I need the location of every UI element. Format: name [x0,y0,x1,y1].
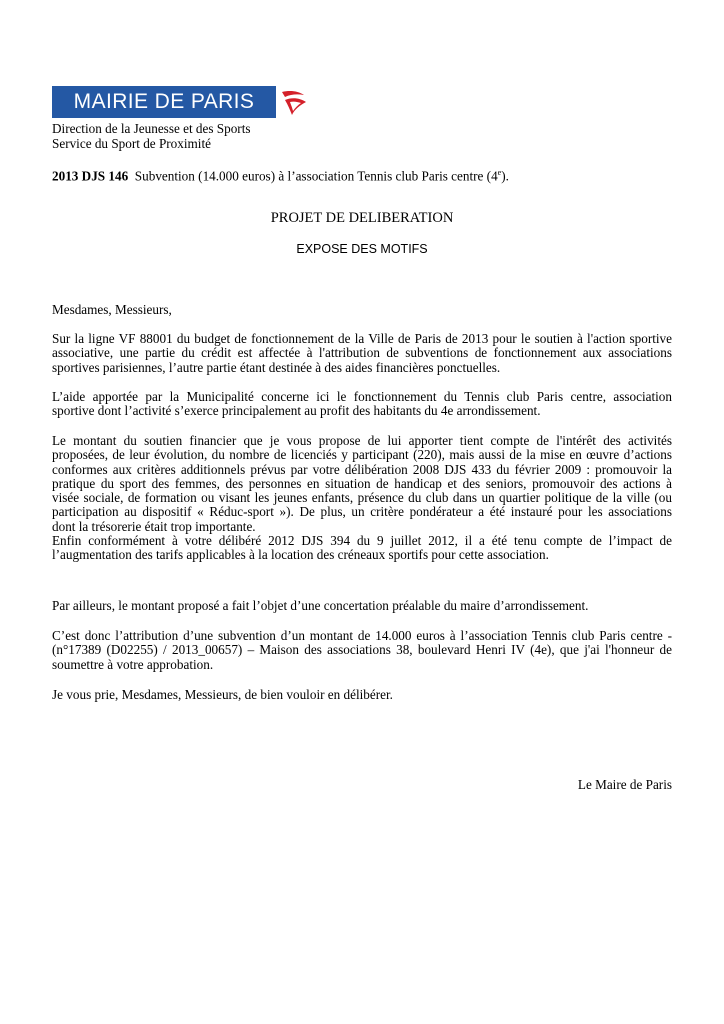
paragraph-line: Par ailleurs, le montant proposé a fait l’objet d’une concertation préalable du maire d’arrondissement. [52,598,589,613]
paragraph-line: pratique du sport des femmes, des personnes en situation de handicap et des seniors, promouvoir des actions à [52,475,672,491]
paragraph-line: associative, une partie du crédit est affectée à l'attribution de subventions de fonctionnement aux associations [52,345,672,361]
paragraph-line: dont la trésorerie était trop importante. [52,518,256,534]
paragraph-line: Le montant du soutien financier que je vous propose de lui apporter tient compte de l'intérêt des activités [52,433,672,448]
paragraph-line: l’augmentation des tarifs applicables à la location des créneaux sportifs pour cette association. [52,547,549,563]
deliberation-subject-end: ). [501,168,509,184]
deliberation-reference [52,166,509,184]
paragraph-3 [52,434,672,563]
paragraph-line: Sur la ligne VF 88001 du budget de fonctionnement de la Ville de Paris de 2013 pour le soutien à l'action sportive [52,331,672,346]
service-line: Service du Sport de Proximité [52,136,211,151]
deliberation-code: 2013 DJS 146 [52,168,129,184]
salutation: Mesdames, Messieurs, [52,302,172,317]
paragraph-line: sportive dont l’activité s’exerce principalement au profit des habitants du 4e arrondissement. [52,403,541,419]
subject-superscript: e [497,168,502,177]
signature: Le Maire de Paris [577,777,672,792]
paragraph-line: C’est donc l’attribution d’une subvention d’un montant de 14.000 euros à l’association Tennis club Paris centre - [52,628,672,643]
logo-text: MAIRIE DE PARIS [73,90,255,113]
mairie-de-paris-logo [52,86,313,118]
paragraph-line: sportives parisiennes, l’autre partie étant destinée à des aides financières ponctuelles. [52,359,501,375]
paragraph-line: soumettre à votre approbation. [52,656,214,672]
paragraph-line: Je vous prie, Mesdames, Messieurs, de bien vouloir en délibérer. [52,687,393,702]
paragraph-line: proposées, de leur évolution, du nombre de licenciés y participant (220), mais aussi de la mise en œuvre d’actions [52,447,672,463]
paragraph-line: visée sociale, de formation ou visant les jeunes enfants, présence du club dans un quartier politique de la ville (ou [52,490,672,506]
paragraph-line: participation au dispositif « Réduc-sport »). De plus, un critère pondérateur a été instauré pour les associations [52,504,672,520]
paragraph-2 [52,390,672,419]
paragraph-6 [52,688,672,702]
deliberation-subject: Subvention (14.000 euros) à l’association Tennis club Paris centre (4 [134,168,498,184]
document-title: PROJET DE DELIBERATION [270,210,454,226]
paragraph-1 [52,332,672,375]
document-subtitle: EXPOSE DES MOTIFS [296,242,428,256]
paragraph-line: (n°17389 (D02255) / 2013_00657) – Maison des associations 38, boulevard Henri IV (4e), que j'ai l'honneur de [52,642,672,658]
paragraph-line: conformes aux critères additionnels prévus par votre délibération 2008 DJS 433 du février 2009 : promouvoir la [52,461,672,477]
paragraph-4 [52,599,672,613]
paris-ship-emblem-icon [276,86,313,118]
paragraph-line: Enfin conformément à votre délibéré 2012 DJS 394 du 9 juillet 2012, il a été tenu compte de l’impact de [52,533,672,549]
paragraph-line: L’aide apportée par la Municipalité concerne ici le fonctionnement du Tennis club Paris centre, association [52,389,672,404]
direction-line: Direction de la Jeunesse et des Sports [52,121,251,136]
paragraph-5 [52,629,672,672]
